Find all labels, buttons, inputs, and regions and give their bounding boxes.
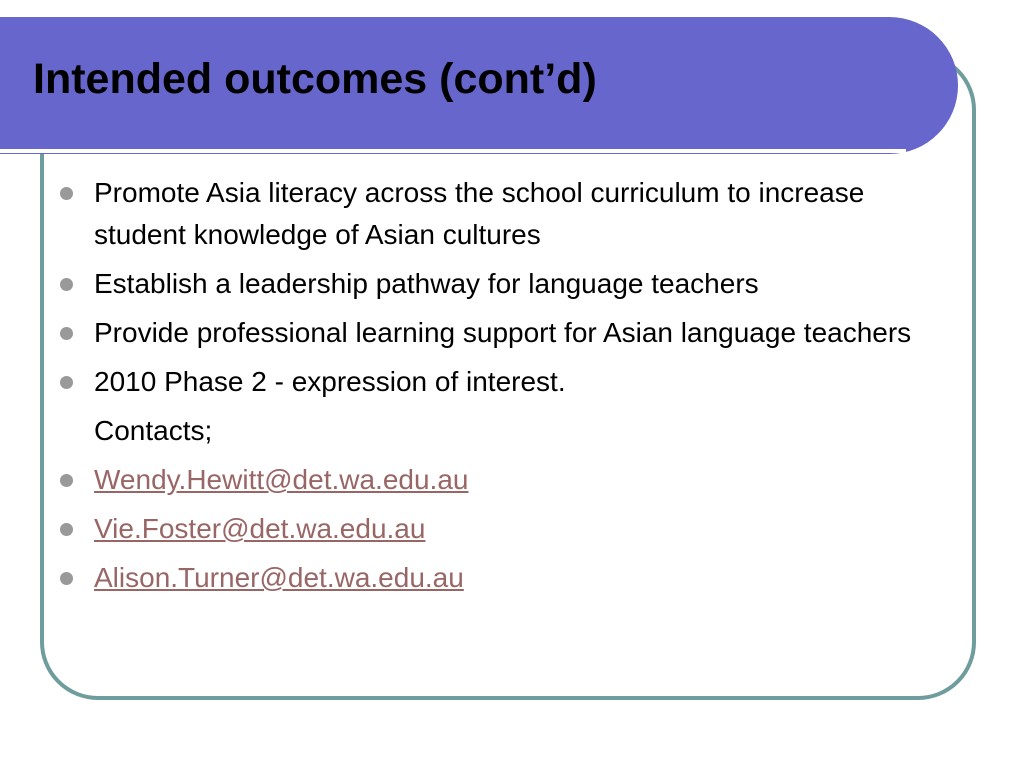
contacts-label bbox=[60, 410, 960, 452]
bullet-item-professional-learning bbox=[60, 312, 960, 354]
bullet-text: Provide professional learning support for Asian language teachers bbox=[94, 317, 912, 348]
bullet-dot-icon bbox=[60, 523, 73, 536]
bullet-item-asia-literacy bbox=[60, 172, 960, 256]
bullet-dot-icon bbox=[60, 187, 73, 200]
bullet-dot-icon bbox=[60, 278, 73, 291]
email-link-wendy-hewitt[interactable]: Wendy.Hewitt@det.wa.edu.au bbox=[94, 464, 469, 495]
bullet-dot-icon bbox=[60, 474, 73, 487]
contact-item-vie-foster bbox=[60, 508, 960, 550]
title-underline bbox=[0, 149, 906, 153]
bullet-item-phase-2 bbox=[60, 361, 960, 403]
contact-item-alison-turner bbox=[60, 557, 960, 599]
bullet-item-leadership-pathway bbox=[60, 263, 960, 305]
email-link-alison-turner[interactable]: Alison.Turner@det.wa.edu.au bbox=[94, 562, 464, 593]
bullet-dot-icon bbox=[60, 376, 73, 389]
bullet-text: Promote Asia literacy across the school curriculum to increase student knowledge of Asian cultures bbox=[94, 177, 865, 250]
bullet-dot-icon bbox=[60, 327, 73, 340]
email-link-vie-foster[interactable]: Vie.Foster@det.wa.edu.au bbox=[94, 513, 426, 544]
slide-title: Intended outcomes (cont’d) bbox=[33, 55, 597, 103]
bullet-text: Establish a leadership pathway for language teachers bbox=[94, 268, 759, 299]
bullet-text: 2010 Phase 2 - expression of interest. bbox=[94, 366, 566, 397]
bullet-dot-icon bbox=[60, 572, 73, 585]
contact-item-wendy-hewitt bbox=[60, 459, 960, 501]
bullet-list bbox=[60, 172, 960, 606]
contacts-heading: Contacts; bbox=[94, 415, 213, 446]
